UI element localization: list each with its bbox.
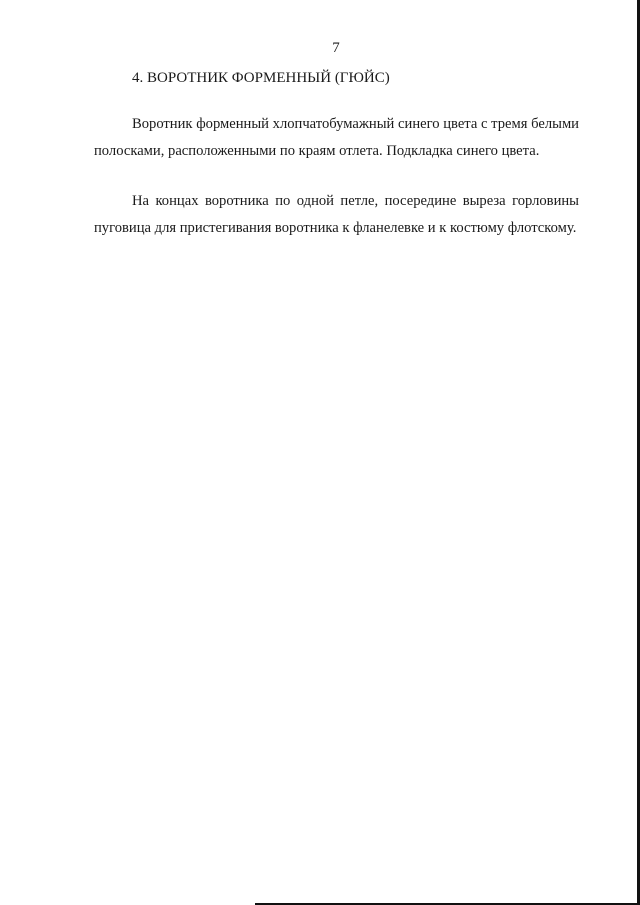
page-number: 7 [332, 40, 340, 56]
paragraph-collar-fastening: На концах воротника по одной петле, посередине выреза горловины пуговица для пристегивания воротника к фланелевке и к костюму флотскому. [94, 193, 579, 236]
paragraph-collar-description: Воротник форменный хлопчатобумажный синего цвета с тремя белыми полосками, расположенными по краям отлета. Подкладка синего цвета. [94, 116, 579, 159]
section-heading: 4. ВОРОТНИК ФОРМЕННЫЙ (ГЮЙС) [132, 70, 390, 86]
